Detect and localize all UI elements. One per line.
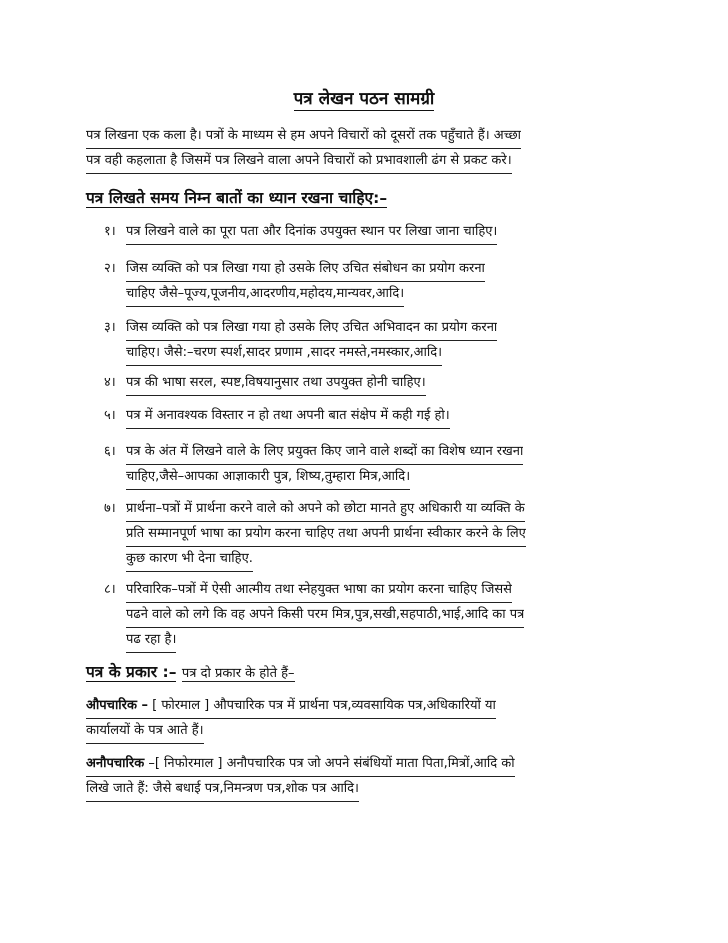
rule-line: चाहिए जैसे–पूज्य,पूजनीय,आदरणीय,महोदय,मान्यवर,आदि।: [126, 282, 404, 307]
rule-line: परिवारिक–पत्रों में ऐसी आत्मीय तथा स्नेहयुक्त भाषा का प्रयोग करना चाहिए जिससे: [126, 578, 512, 603]
rule-item: [104, 257, 656, 307]
formal-line: कार्यालयों के पत्र आते हैं।: [86, 719, 204, 744]
types-intro: पत्र दो प्रकार के होते हैं–: [181, 666, 295, 681]
rule-line: पत्र में अनावश्यक विस्तार न हो तथा अपनी बात संक्षेप में कही गई हो।: [126, 404, 450, 429]
formal-label: औपचारिक –: [86, 698, 148, 713]
types-heading-text: पत्र के प्रकार :–: [86, 663, 177, 681]
rule-line: पत्र की भाषा सरल, स्पष्ट,विषयानुसार तथा उपयुक्त होनी चाहिए।: [126, 371, 426, 396]
intro-line: पत्र वही कहलाता है जिसमें पत्र लिखने वाला अपने विचारों को प्रभावशाली ढंग से प्रकट करे।: [86, 149, 512, 174]
rule-number: १।: [104, 224, 116, 239]
rule-item: [104, 220, 656, 245]
formal-line: [86, 694, 496, 719]
page-title-text: पत्र लेखन पठन सामग्री: [293, 89, 435, 109]
rule-number: ६।: [104, 444, 116, 459]
rule-line: पढने वाले को लगे कि वह अपने किसी परम मित्र,पुत्र,सखी,सहपाठी,भाई,आदि का पत्र: [126, 603, 524, 628]
rule-line: प्रार्थना–पत्रों में प्रार्थना करने वाले को अपने को छोटा मानते हुए अधिकारी या व्यक्ति के: [126, 497, 525, 522]
rule-number: ८।: [104, 582, 116, 597]
rule-number: ४।: [104, 375, 116, 390]
intro-line: पत्र लिखना एक कला है। पत्रों के माध्यम से हम अपने विचारों को दूसरों तक पहुँचाते हैं। अच्छा: [86, 124, 521, 149]
rule-line: प्रति सम्मानपूर्ण भाषा का प्रयोग करना चाहिए तथा अपनी प्रार्थना स्वीकार करने के लिए: [126, 522, 526, 547]
informal-text-1: –[ निफोरमाल ] अनौपचारिक पत्र जो अपने संबंधियों माता पिता,मित्रों,आदि को: [148, 756, 515, 771]
rule-line: चाहिए,जैसे–आपका आज्ञाकारी पुत्र, शिष्य,तुम्हारा मित्र,आदि।: [126, 465, 410, 490]
rule-number: ५।: [104, 408, 116, 423]
informal-line: [86, 752, 515, 777]
rule-line: कुछ कारण भी देना चाहिए.: [126, 547, 253, 572]
informal-line: लिखे जाते हैं: जैसे बधाई पत्र,निमन्त्रण पत्र,शोक पत्र आदि।: [86, 777, 359, 802]
rule-number: २।: [104, 261, 116, 276]
informal-section: [86, 752, 656, 802]
intro-paragraph: [86, 124, 656, 174]
rule-line: जिस व्यक्ति को पत्र लिखा गया हो उसके लिए उचित संबोधन का प्रयोग करना: [126, 257, 485, 282]
rule-item: [104, 404, 656, 429]
rule-item: [104, 578, 656, 653]
rule-line: पत्र लिखने वाले का पूरा पता और दिनांक उपयुक्त स्थान पर लिखा जाना चाहिए।: [126, 220, 497, 245]
rules-heading-text: पत्र लिखते समय निम्न बातों का ध्यान रखना चाहिए:–: [86, 189, 388, 207]
rule-item: [104, 440, 656, 490]
types-heading: [86, 660, 295, 682]
page-title: [0, 86, 728, 109]
rule-line: पत्र के अंत में लिखने वाले के लिए प्रयुक्त किए जाने वाले शब्दों का विशेष ध्यान रखना: [126, 440, 523, 465]
rule-item: [104, 497, 656, 572]
rule-line: पढ रहा है।: [126, 628, 176, 653]
informal-label: अनौपचारिक: [86, 756, 145, 771]
rule-item: [104, 371, 656, 396]
rule-item: [104, 316, 656, 366]
rule-number: ३।: [104, 320, 116, 335]
rule-number: ७।: [104, 501, 116, 516]
rule-line: जिस व्यक्ति को पत्र लिखा गया हो उसके लिए उचित अभिवादन का प्रयोग करना: [126, 316, 497, 341]
formal-text-1: [ फोरमाल ] औपचारिक पत्र में प्रार्थना पत्र,व्यवसायिक पत्र,अधिकारियों या: [152, 698, 496, 713]
rules-heading: [86, 186, 387, 208]
formal-section: [86, 694, 656, 744]
rule-line: चाहिए। जैसे:–चरण स्पर्श,सादर प्रणाम ,सादर नमस्ते,नमस्कार,आदि।: [126, 341, 442, 366]
